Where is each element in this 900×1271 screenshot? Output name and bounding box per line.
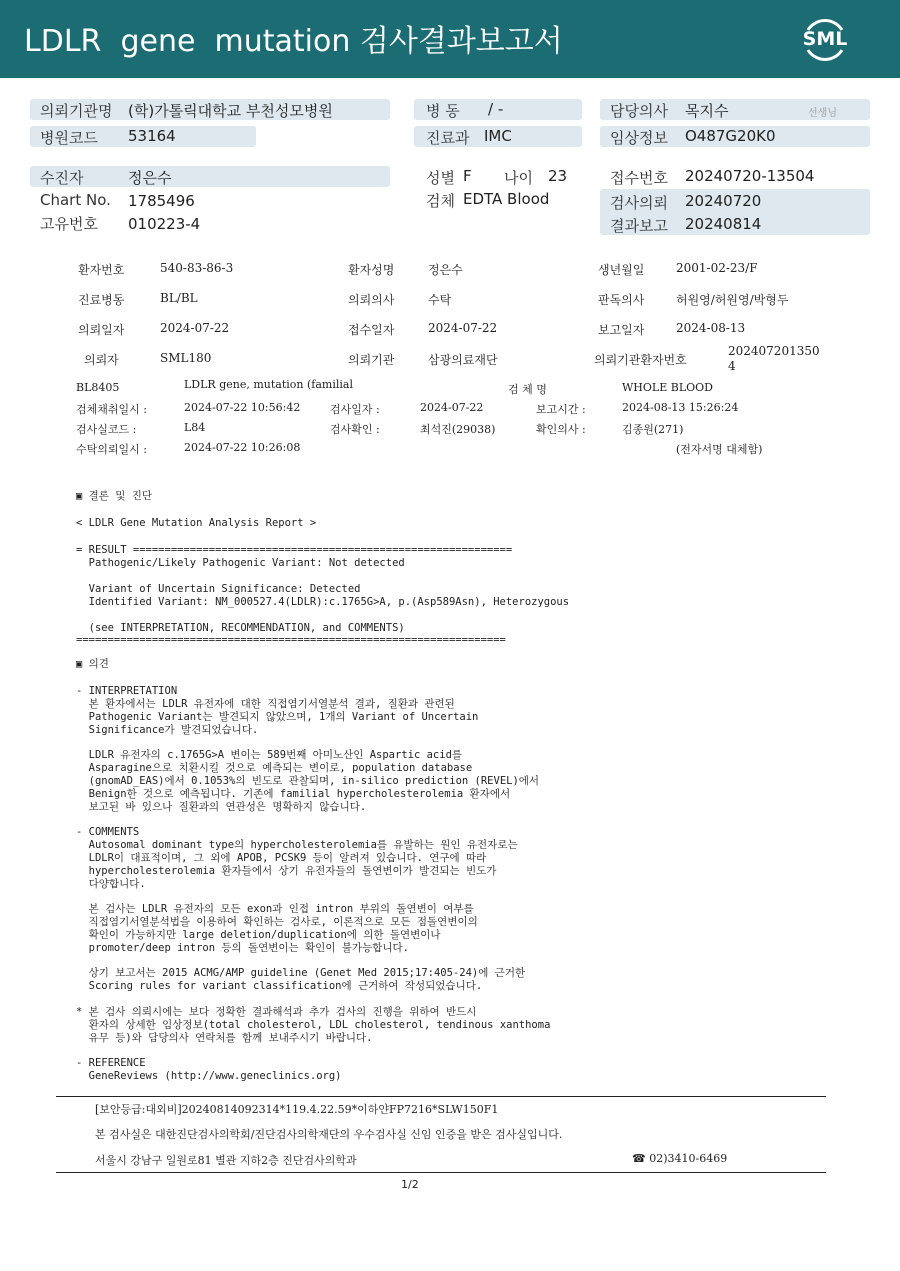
report-value: 20240814	[685, 215, 762, 233]
confirm-label: 검사확인 :	[330, 423, 380, 436]
interp-line: Benign한 것으로 예측됩니다. 기존에 familial hypercholesterolemia 환자에서	[76, 788, 511, 800]
room-label: 검사실코드 :	[76, 423, 137, 436]
req-org-label: 의뢰기관	[348, 353, 395, 367]
interp-line: LDLR 유전자의 c.1765G>A 변이는 589번째 아미노산인 Aspartic acid를	[76, 749, 463, 761]
uid-label: 고유번호	[40, 215, 98, 233]
doctor-label: 담당의사	[610, 102, 668, 120]
comment-line: 직접염기서열분석법을 이용하여 확인하는 검사로, 이론적으로 모든 점돌연변이의	[76, 916, 478, 928]
report-subtitle: < LDLR Gene Mutation Analysis Report >	[76, 517, 317, 529]
reference-heading: - REFERENCE	[76, 1057, 146, 1069]
opinion-heading: ▣ 의견	[76, 658, 109, 670]
note-line: * 본 검사 의뢰시에는 보다 정확한 결과해석과 추가 검사의 진행을 위하여 반드시	[76, 1006, 477, 1018]
doctor-value: 목지수	[685, 102, 729, 120]
specimen-value: EDTA Blood	[463, 190, 550, 208]
interp-line: Asparagine으로 치환시킬 것으로 예측되는 변이로, population database	[76, 762, 473, 774]
req-org-value: 삼광의료재단	[428, 353, 498, 367]
result-rule: ====================================================================	[76, 634, 506, 646]
req-date-label: 의뢰일자	[78, 323, 125, 337]
req-org-patient-no-label: 의뢰기관환자번호	[594, 353, 687, 367]
clinical-label: 임상정보	[610, 129, 668, 147]
comment-line: LDLR이 대표적이며, 그 외에 APOB, PCSK9 등이 알려져 있습니다. 연구에 따라	[76, 852, 487, 864]
result-variant: Identified Variant: NM_000527.4(LDLR):c.1765G>A, p.(Asp589Asn), Heterozygous	[76, 596, 570, 608]
consign-value: 2024-07-22 10:26:08	[184, 441, 301, 454]
note-line: 환자의 상세한 임상정보(total cholesterol, LDL cholesterol, tendinous xanthoma	[76, 1019, 551, 1031]
uid-value: 010223-4	[128, 215, 201, 233]
interp-line: Significance가 발견되었습니다.	[76, 724, 259, 736]
conclusion-heading: ▣ 결론 및 진단	[76, 490, 153, 502]
test-code: BL8405	[76, 381, 120, 394]
comment-line: Autosomal dominant type의 hypercholesterolemia를 유발하는 원인 유전자로는	[76, 839, 518, 851]
req-doctor-label: 의뢰의사	[348, 293, 395, 307]
patient-bar	[30, 166, 390, 187]
hospital-code-label: 병원코드	[40, 129, 98, 147]
note-line: 유무 등)와 담당의사 연락처를 함께 보내주시기 바랍니다.	[76, 1032, 373, 1044]
confirm-doc-label: 확인의사 :	[536, 423, 586, 436]
security-line: [보안등급:대외비]20240814092314*119.4.22.59*이하얀FP7216*SLW150F1	[95, 1103, 499, 1116]
sex-value: F	[463, 167, 472, 185]
interp-line: Pathogenic Variant는 발견되지 않았으며, 1개의 Variant of Uncertain	[76, 711, 479, 723]
ward-label: 병 동	[426, 102, 460, 120]
requester-value: SML180	[160, 351, 212, 365]
comment-line: hypercholesterolemia 환자들에서 상기 유전자들의 돌연변이가 발견되는 빈도가	[76, 865, 497, 877]
result-see: (see INTERPRETATION, RECOMMENDATION, and COMMENTS)	[76, 622, 405, 634]
ward-value: / -	[488, 100, 504, 118]
birth-label: 생년월일	[598, 263, 645, 277]
dept-value: IMC	[484, 127, 512, 145]
footer-divider-bottom	[56, 1172, 826, 1173]
sml-logo	[800, 14, 850, 64]
request-value: 20240720	[685, 192, 762, 210]
requester-org-value: (학)가톨릭대학교 부천성모병원	[128, 102, 333, 120]
page-number: 1/2	[401, 1178, 419, 1191]
room-value: L84	[184, 421, 206, 434]
requester-org-label: 의뢰기관명	[40, 102, 113, 120]
request-label: 검사의뢰	[610, 194, 668, 212]
comment-line: promoter/deep intron 등의 돌연변이는 확인이 불가능합니다.	[76, 942, 409, 954]
interp-heading: - INTERPRETATION	[76, 685, 178, 697]
specimen-label: 검체	[426, 192, 455, 210]
doctor-suffix: 선생님	[808, 108, 837, 119]
collect-label: 검체채취일시 :	[76, 403, 147, 416]
footer-divider	[56, 1096, 826, 1097]
logo-text: SML	[802, 28, 848, 50]
report-date-label: 보고일자	[598, 323, 645, 337]
comments-heading: - COMMENTS	[76, 826, 140, 838]
reading-doctor-value: 허원영/허원영/박형두	[676, 293, 789, 307]
spec-label: 검 체 명	[508, 383, 547, 396]
receipt-date-value: 2024-07-22	[428, 321, 498, 335]
exam-date-label: 검사일자 :	[330, 403, 380, 416]
ward-form-label: 진료병동	[78, 293, 125, 307]
chart-value: 1785496	[128, 192, 195, 210]
esign-note: (전자서명 대체함)	[676, 443, 763, 456]
patient-name-label: 환자성명	[348, 263, 395, 277]
comment-line: 본 검사는 LDLR 유전자의 모든 exon과 인접 intron 부위의 돌연변이 여부를	[76, 903, 474, 915]
req-org-patient-no-value-1: 202407201350	[728, 344, 820, 358]
receipt-value: 20240720-13504	[685, 167, 815, 185]
receipt-label: 접수번호	[610, 169, 668, 187]
patient-value: 정은수	[128, 169, 172, 187]
test-name: LDLR gene, mutation (familial	[184, 378, 353, 391]
collect-value: 2024-07-22 10:56:42	[184, 401, 301, 414]
result-pathogenic: Pathogenic/Likely Pathogenic Variant: Not detected	[76, 557, 405, 569]
receipt-date-label: 접수일자	[348, 323, 395, 337]
req-doctor-value: 수탁	[428, 293, 452, 307]
ward-form-value: BL/BL	[160, 291, 198, 305]
confirm-value: 최석진(29038)	[420, 423, 496, 436]
hospital-code-value: 53164	[128, 127, 176, 145]
phone-line: ☎ 02)3410-6469	[632, 1152, 728, 1165]
comment-line: 상기 보고서는 2015 ACMG/AMP guideline (Genet Med 2015;17:405-24)에 근거한	[76, 967, 526, 979]
patient-no-label: 환자번호	[78, 263, 125, 277]
address-line: 서울시 강남구 일원로81 별관 지하2층 진단검사의학과	[95, 1154, 357, 1167]
report-label: 결과보고	[610, 217, 668, 235]
patient-name-value: 정은수	[428, 263, 463, 277]
report-date-value: 2024-08-13	[676, 321, 746, 335]
comment-line: Scoring rules for variant classification에 근거하여 작성되었습니다.	[76, 980, 483, 992]
chart-label: Chart No.	[40, 191, 111, 209]
age-label: 나이	[504, 169, 533, 187]
age-value: 23	[548, 167, 568, 185]
patient-no-value: 540-83-86-3	[160, 261, 234, 275]
consign-label: 수탁의뢰일시 :	[76, 443, 147, 456]
reference-line: GeneReviews (http://www.geneclinics.org)	[76, 1070, 342, 1082]
interp-line: (gnomAD_EAS)에서 0.1053%의 빈도로 관찰되며, in-silico prediction (REVEL)에서	[76, 775, 540, 787]
result-header: = RESULT ============================================================	[76, 544, 513, 556]
report-title: LDLR gene mutation 검사결과보고서	[24, 24, 563, 59]
clinical-value: O487G20K0	[685, 127, 776, 145]
req-org-patient-no-value-2: 4	[728, 359, 736, 373]
comment-line: 다양합니다.	[76, 878, 146, 890]
confirm-doc-value: 김종원(271)	[622, 423, 684, 436]
req-date-value: 2024-07-22	[160, 321, 230, 335]
comment-line: 확인이 가능하지만 large deletion/duplication에 의한 돌연변이나	[76, 929, 441, 941]
requester-label: 의뢰자	[84, 353, 119, 367]
birth-value: 2001-02-23/F	[676, 261, 758, 275]
exam-date-value: 2024-07-22	[420, 401, 484, 414]
interp-line: 본 환자에서는 LDLR 유전자에 대한 직접염기서열분석 결과, 질환과 관련된	[76, 698, 455, 710]
interp-line: 보고된 바 있으나 질환과의 연관성은 명확하지 않습니다.	[76, 801, 367, 813]
result-vus: Variant of Uncertain Significance: Detected	[76, 583, 361, 595]
report-time-value: 2024-08-13 15:26:24	[622, 401, 739, 414]
patient-label: 수진자	[40, 169, 84, 187]
certification-line: 본 검사실은 대한진단검사의학회/진단검사의학재단의 우수검사실 신임 인증을 받은 검사실입니다.	[95, 1128, 563, 1141]
reading-doctor-label: 판독의사	[598, 293, 645, 307]
report-header	[0, 0, 900, 78]
spec-value: WHOLE BLOOD	[622, 381, 713, 394]
sex-label: 성별	[426, 169, 455, 187]
report-time-label: 보고시간 :	[536, 403, 586, 416]
dept-label: 진료과	[426, 129, 470, 147]
